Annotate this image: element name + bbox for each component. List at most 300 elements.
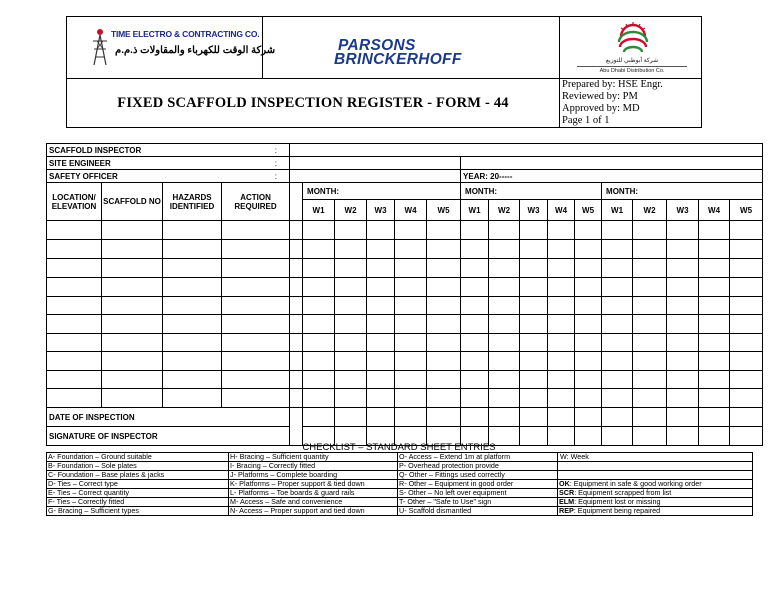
register-cell[interactable] — [47, 389, 102, 408]
date-cell[interactable] — [395, 408, 427, 427]
register-cell[interactable] — [102, 334, 163, 352]
register-cell[interactable] — [222, 334, 290, 352]
legend-text: : Equipment lost or missing — [574, 497, 661, 506]
register-cell[interactable] — [163, 389, 222, 408]
register-cell[interactable] — [395, 297, 427, 315]
register-cell[interactable] — [548, 221, 575, 240]
date-cell[interactable] — [730, 408, 763, 427]
register-cell[interactable] — [520, 371, 548, 389]
spacer-cell — [290, 371, 303, 389]
register-cell[interactable] — [520, 352, 548, 371]
register-cell[interactable] — [303, 259, 335, 278]
register-cell[interactable] — [367, 221, 395, 240]
register-cell[interactable] — [461, 259, 489, 278]
register-cell[interactable] — [575, 352, 602, 371]
week-header: W3 — [667, 200, 699, 221]
legend-code: REP — [559, 506, 574, 515]
checklist-item: N- Access – Proper support and tied down — [229, 507, 398, 516]
year-field[interactable]: YEAR: 20----- — [461, 170, 763, 183]
register-cell[interactable] — [548, 389, 575, 408]
site-engineer-label: SITE ENGINEER — [47, 157, 222, 170]
spacer-cell — [290, 240, 303, 259]
register-cell[interactable] — [633, 278, 667, 297]
register-cell[interactable] — [520, 297, 548, 315]
consultant-line-2: BRINCKERHOFF — [334, 51, 462, 68]
register-cell[interactable] — [489, 315, 520, 334]
register-cell[interactable] — [602, 240, 633, 259]
register-cell[interactable] — [575, 334, 602, 352]
register-cell[interactable] — [163, 278, 222, 297]
register-cell[interactable] — [222, 315, 290, 334]
register-cell[interactable] — [335, 389, 367, 408]
week-header: W3 — [520, 200, 548, 221]
register-cell[interactable] — [367, 278, 395, 297]
register-cell[interactable] — [489, 259, 520, 278]
checklist-item: H- Bracing – Sufficient quantity — [229, 453, 398, 462]
safety-officer-label: SAFETY OFFICER — [47, 170, 222, 183]
legend-text — [559, 471, 560, 480]
register-cell[interactable] — [427, 352, 461, 371]
checklist-item: I- Bracing – Correctly fitted — [229, 462, 398, 471]
register-cell[interactable] — [602, 221, 633, 240]
register-cell[interactable] — [47, 297, 102, 315]
register-cell[interactable] — [730, 334, 763, 352]
register-cell[interactable] — [163, 334, 222, 352]
scaffold-inspector-field[interactable] — [290, 144, 763, 157]
register-cell[interactable] — [633, 297, 667, 315]
date-cell[interactable] — [575, 408, 602, 427]
page-number: Page 1 of 1 — [562, 115, 610, 126]
date-cell[interactable] — [489, 408, 520, 427]
register-cell[interactable] — [395, 371, 427, 389]
register-cell[interactable] — [335, 334, 367, 352]
company-name: TIME ELECTRO & CONTRACTING CO. — [111, 29, 260, 39]
register-cell[interactable] — [367, 297, 395, 315]
register-cell[interactable] — [602, 371, 633, 389]
legend-item — [558, 489, 753, 498]
register-row — [47, 278, 763, 297]
checklist-item: E- Ties – Correct quantity — [47, 489, 229, 498]
approval-block — [562, 79, 702, 127]
register-cell[interactable] — [427, 389, 461, 408]
checklist-item: C- Foundation – Base plates & jacks — [47, 471, 229, 480]
register-cell[interactable] — [427, 371, 461, 389]
register-cell[interactable] — [47, 315, 102, 334]
register-cell[interactable] — [461, 371, 489, 389]
client-arabic-name: شركة أبوظبي للتوزيع — [605, 58, 659, 64]
legend-item — [558, 462, 753, 471]
register-cell[interactable] — [520, 389, 548, 408]
register-cell[interactable] — [548, 334, 575, 352]
week-header: W4 — [548, 200, 575, 221]
register-cell[interactable] — [427, 278, 461, 297]
register-row — [47, 259, 763, 278]
legend-item — [558, 498, 753, 507]
register-cell[interactable] — [163, 371, 222, 389]
site-engineer-field[interactable] — [290, 157, 461, 170]
register-cell[interactable] — [730, 221, 763, 240]
approved-by: Approved by: MD — [562, 103, 640, 114]
checklist-row — [47, 462, 753, 471]
checklist-item: J- Platforms – Complete boarding — [229, 471, 398, 480]
spacer-cell — [290, 278, 303, 297]
register-cell[interactable] — [427, 297, 461, 315]
register-cell[interactable] — [303, 278, 335, 297]
register-cell[interactable] — [633, 221, 667, 240]
date-cell[interactable] — [699, 408, 730, 427]
register-cell[interactable] — [47, 371, 102, 389]
register-cell[interactable] — [461, 315, 489, 334]
register-cell[interactable] — [667, 389, 699, 408]
adwea-distribution-logo — [577, 21, 687, 77]
register-cell[interactable] — [548, 352, 575, 371]
register-cell[interactable] — [699, 297, 730, 315]
checklist-rows — [47, 453, 753, 516]
register-cell[interactable] — [520, 278, 548, 297]
inspection-register-table — [46, 143, 763, 446]
register-cell[interactable] — [335, 259, 367, 278]
register-row — [47, 352, 763, 371]
date-cell[interactable] — [427, 408, 461, 427]
week-header: W2 — [489, 200, 520, 221]
date-cell[interactable] — [548, 408, 575, 427]
checklist-item: D- Ties – Correct type — [47, 480, 229, 489]
client-name: Abu Dhabi Distribution Co. — [577, 66, 687, 74]
register-cell[interactable] — [489, 278, 520, 297]
register-cell[interactable] — [395, 334, 427, 352]
checklist-row — [47, 498, 753, 507]
register-cell[interactable] — [489, 240, 520, 259]
register-cell[interactable] — [575, 315, 602, 334]
checklist-item: L- Platforms – Toe boards & guard rails — [229, 489, 398, 498]
register-cell[interactable] — [47, 278, 102, 297]
register-cell[interactable] — [222, 352, 290, 371]
date-cell[interactable] — [367, 408, 395, 427]
register-cell[interactable] — [163, 240, 222, 259]
register-cell[interactable] — [335, 278, 367, 297]
register-cell[interactable] — [47, 259, 102, 278]
register-cell[interactable] — [163, 352, 222, 371]
register-cell[interactable] — [335, 371, 367, 389]
register-cell[interactable] — [730, 371, 763, 389]
register-cell[interactable] — [102, 315, 163, 334]
month-3-header: MONTH: — [602, 183, 763, 200]
register-cell[interactable] — [222, 240, 290, 259]
week-header: W2 — [633, 200, 667, 221]
inspector-row — [47, 144, 763, 157]
register-cell[interactable] — [461, 389, 489, 408]
register-cell[interactable] — [575, 259, 602, 278]
register-cell[interactable] — [575, 278, 602, 297]
prepared-by: Prepared by: HSE Engr. — [562, 79, 663, 90]
week-header: W5 — [427, 200, 461, 221]
register-cell[interactable] — [367, 259, 395, 278]
scaffold-inspector-label: SCAFFOLD INSPECTOR — [47, 144, 222, 157]
register-cell[interactable] — [699, 278, 730, 297]
register-row — [47, 297, 763, 315]
register-cell[interactable] — [699, 371, 730, 389]
register-cell[interactable] — [730, 352, 763, 371]
register-cell[interactable] — [730, 297, 763, 315]
register-cell[interactable] — [222, 259, 290, 278]
register-cell[interactable] — [102, 352, 163, 371]
officer-row — [47, 170, 763, 183]
register-cell[interactable] — [548, 278, 575, 297]
register-cell[interactable] — [602, 315, 633, 334]
register-cell[interactable] — [303, 315, 335, 334]
register-cell[interactable] — [461, 334, 489, 352]
register-cell[interactable] — [102, 389, 163, 408]
register-cell[interactable] — [699, 240, 730, 259]
register-cell[interactable] — [602, 389, 633, 408]
checklist-item: T- Other – "Safe to Use" sign — [398, 498, 558, 507]
register-cell[interactable] — [602, 259, 633, 278]
time-electro-logo — [87, 23, 276, 73]
checklist-item: O- Access – Extend 1m at platform — [398, 453, 558, 462]
scaffold-no-header: SCAFFOLD NO — [102, 183, 163, 221]
register-cell[interactable] — [520, 315, 548, 334]
register-cell[interactable] — [489, 221, 520, 240]
register-cell[interactable] — [102, 259, 163, 278]
date-cell[interactable] — [667, 408, 699, 427]
register-cell[interactable] — [548, 240, 575, 259]
register-cell[interactable] — [163, 259, 222, 278]
register-cell[interactable] — [461, 278, 489, 297]
date-cell[interactable] — [602, 408, 633, 427]
register-cell[interactable] — [699, 389, 730, 408]
register-cell[interactable] — [102, 278, 163, 297]
register-cell[interactable] — [102, 240, 163, 259]
register-cell[interactable] — [222, 278, 290, 297]
register-cell[interactable] — [222, 297, 290, 315]
register-cell[interactable] — [335, 240, 367, 259]
month-1-header: MONTH: — [303, 183, 461, 200]
legend-text: W: Week — [560, 452, 589, 461]
register-cell[interactable] — [47, 240, 102, 259]
legend-code: ELM — [559, 497, 575, 506]
register-cell[interactable] — [47, 334, 102, 352]
register-cell[interactable] — [163, 297, 222, 315]
register-cell[interactable] — [395, 315, 427, 334]
register-cell[interactable] — [520, 334, 548, 352]
column-header-row — [47, 183, 763, 200]
register-cell[interactable] — [548, 315, 575, 334]
register-cell[interactable] — [461, 297, 489, 315]
register-row — [47, 371, 763, 389]
register-cell[interactable] — [303, 297, 335, 315]
register-cell[interactable] — [222, 221, 290, 240]
register-cell[interactable] — [548, 297, 575, 315]
register-rows — [47, 221, 763, 408]
register-cell[interactable] — [699, 352, 730, 371]
register-cell[interactable] — [163, 315, 222, 334]
register-cell[interactable] — [667, 315, 699, 334]
checklist-item: B- Foundation – Sole plates — [47, 462, 229, 471]
register-cell[interactable] — [461, 221, 489, 240]
register-cell[interactable] — [47, 221, 102, 240]
register-cell[interactable] — [633, 315, 667, 334]
register-row — [47, 389, 763, 408]
register-cell[interactable] — [730, 240, 763, 259]
power-tower-icon — [91, 27, 109, 67]
register-cell[interactable] — [667, 352, 699, 371]
spacer-cell — [290, 334, 303, 352]
checklist-item: G- Bracing – Sufficient types — [47, 507, 229, 516]
register-cell[interactable] — [699, 221, 730, 240]
legend-item — [558, 480, 753, 489]
register-cell[interactable] — [427, 334, 461, 352]
register-cell[interactable] — [335, 315, 367, 334]
register-cell[interactable] — [489, 334, 520, 352]
register-cell[interactable] — [489, 352, 520, 371]
checklist-item: S- Other – No left over equipment — [398, 489, 558, 498]
legend-text — [559, 462, 560, 471]
register-cell[interactable] — [427, 221, 461, 240]
register-cell[interactable] — [102, 371, 163, 389]
register-cell[interactable] — [633, 371, 667, 389]
register-cell[interactable] — [667, 371, 699, 389]
register-cell[interactable] — [367, 371, 395, 389]
register-row — [47, 240, 763, 259]
register-cell[interactable] — [395, 240, 427, 259]
date-cell[interactable] — [335, 408, 367, 427]
colon: : — [222, 157, 290, 170]
globe-stripes-icon — [615, 21, 651, 55]
register-cell[interactable] — [667, 240, 699, 259]
register-cell[interactable] — [395, 221, 427, 240]
register-cell[interactable] — [699, 315, 730, 334]
register-cell[interactable] — [667, 259, 699, 278]
register-cell[interactable] — [699, 334, 730, 352]
register-cell[interactable] — [367, 315, 395, 334]
register-cell[interactable] — [163, 221, 222, 240]
checklist-item: F- Ties – Correctly fitted — [47, 498, 229, 507]
register-cell[interactable] — [395, 389, 427, 408]
register-cell[interactable] — [730, 389, 763, 408]
register-cell[interactable] — [548, 259, 575, 278]
date-cell[interactable] — [520, 408, 548, 427]
safety-officer-field[interactable] — [290, 170, 461, 183]
register-cell[interactable] — [461, 352, 489, 371]
register-cell[interactable] — [222, 389, 290, 408]
register-cell[interactable] — [102, 297, 163, 315]
register-cell[interactable] — [367, 240, 395, 259]
register-cell[interactable] — [699, 259, 730, 278]
spacer-cell — [290, 221, 303, 240]
register-cell[interactable] — [633, 240, 667, 259]
register-cell[interactable] — [335, 297, 367, 315]
register-cell[interactable] — [303, 371, 335, 389]
signature-of-inspector-label: SIGNATURE OF INSPECTOR — [47, 427, 290, 446]
site-engineer-extra-field[interactable] — [461, 157, 763, 170]
register-cell[interactable] — [335, 221, 367, 240]
form-header — [66, 16, 702, 128]
register-cell[interactable] — [520, 259, 548, 278]
week-header: W1 — [461, 200, 489, 221]
date-cell[interactable] — [461, 408, 489, 427]
date-cell[interactable] — [303, 408, 335, 427]
register-cell[interactable] — [730, 278, 763, 297]
legend-text: : Equipment in safe & good working order — [569, 479, 702, 488]
spacer-column — [290, 183, 303, 221]
register-cell[interactable] — [602, 352, 633, 371]
spacer-cell — [290, 259, 303, 278]
register-cell[interactable] — [548, 371, 575, 389]
register-cell[interactable] — [575, 240, 602, 259]
register-cell[interactable] — [667, 278, 699, 297]
register-cell[interactable] — [633, 389, 667, 408]
register-cell[interactable] — [520, 221, 548, 240]
register-cell[interactable] — [730, 315, 763, 334]
register-cell[interactable] — [395, 278, 427, 297]
location-header: LOCATION/ ELEVATION — [47, 183, 102, 221]
register-cell[interactable] — [575, 297, 602, 315]
register-cell[interactable] — [335, 352, 367, 371]
register-cell[interactable] — [575, 389, 602, 408]
register-cell[interactable] — [47, 352, 102, 371]
register-cell[interactable] — [303, 389, 335, 408]
register-cell[interactable] — [575, 371, 602, 389]
register-cell[interactable] — [303, 240, 335, 259]
register-cell[interactable] — [602, 278, 633, 297]
action-header: ACTION REQUIRED — [222, 183, 290, 221]
register-cell[interactable] — [633, 334, 667, 352]
register-cell[interactable] — [427, 259, 461, 278]
register-cell[interactable] — [367, 352, 395, 371]
register-cell[interactable] — [367, 334, 395, 352]
checklist-title: CHECKLIST – STANDARD SHEET ENTRIES — [302, 442, 496, 453]
register-cell[interactable] — [222, 371, 290, 389]
register-cell[interactable] — [602, 334, 633, 352]
register-cell[interactable] — [395, 259, 427, 278]
date-cell[interactable] — [633, 408, 667, 427]
register-cell[interactable] — [395, 352, 427, 371]
checklist-row — [47, 471, 753, 480]
register-cell[interactable] — [667, 221, 699, 240]
register-cell[interactable] — [303, 352, 335, 371]
register-cell[interactable] — [520, 240, 548, 259]
register-cell[interactable] — [303, 221, 335, 240]
register-cell[interactable] — [427, 240, 461, 259]
register-cell[interactable] — [602, 297, 633, 315]
register-cell[interactable] — [575, 221, 602, 240]
spacer-cell — [290, 315, 303, 334]
legend-item — [558, 453, 753, 462]
register-cell[interactable] — [667, 297, 699, 315]
checklist-row — [47, 453, 753, 462]
reviewed-by: Reviewed by: PM — [562, 91, 638, 102]
register-cell[interactable] — [667, 334, 699, 352]
checklist-item: R- Other – Equipment in good order — [398, 480, 558, 489]
register-cell[interactable] — [489, 371, 520, 389]
colon: : — [222, 144, 290, 157]
register-row — [47, 315, 763, 334]
register-cell[interactable] — [427, 315, 461, 334]
checklist-table — [46, 452, 753, 516]
register-cell[interactable] — [489, 389, 520, 408]
register-cell[interactable] — [461, 240, 489, 259]
checklist-item: M- Access – Safe and convenience — [229, 498, 398, 507]
consultant-line-1: PARSONS — [338, 37, 416, 54]
month-2-header: MONTH: — [461, 183, 602, 200]
register-cell[interactable] — [367, 389, 395, 408]
register-cell[interactable] — [730, 259, 763, 278]
register-cell[interactable] — [303, 334, 335, 352]
register-cell[interactable] — [489, 297, 520, 315]
register-cell[interactable] — [633, 259, 667, 278]
register-cell[interactable] — [633, 352, 667, 371]
register-cell[interactable] — [102, 221, 163, 240]
